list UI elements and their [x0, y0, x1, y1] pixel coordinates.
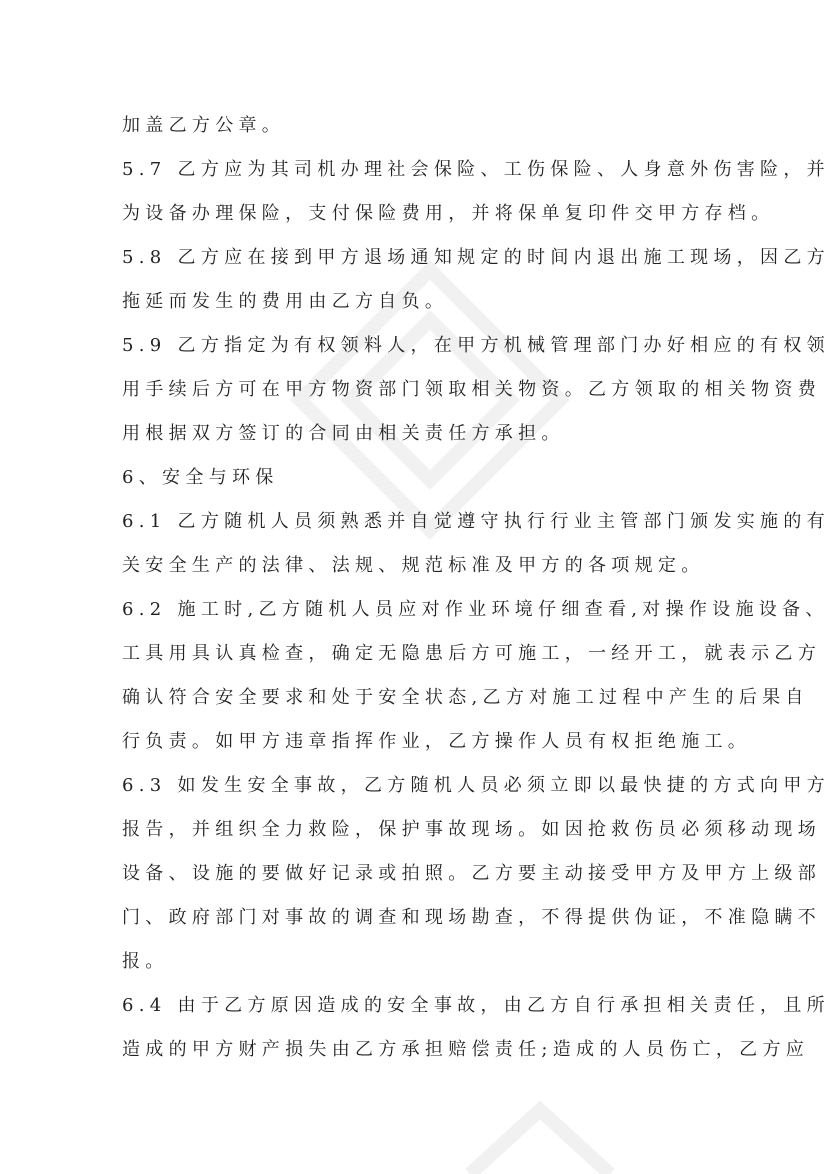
document-body: [122, 110, 830, 1078]
paragraph: [122, 462, 712, 506]
text-line: 门、政府部门对事故的调查和现场勘查，不得提供伪证，不准隐瞒不: [122, 907, 821, 928]
paragraph: [122, 242, 830, 330]
text-line: 关安全生产的法律、法规、规范标准及甲方的各项规定。: [122, 555, 705, 576]
paragraph: [122, 594, 829, 770]
text-line: 6.1 乙方随机人员须熟悉并自觉遵守执行行业主管部门颁发实施的有: [122, 511, 830, 532]
text-line: 加盖乙方公章。: [122, 115, 286, 136]
text-line: 确认符合安全要求和处于安全状态,乙方对施工过程中产生的后果自: [122, 687, 809, 708]
paragraph: [122, 154, 830, 242]
text-line: 报。: [122, 951, 169, 972]
text-line: 5.8 乙方应在接到甲方退场通知规定的时间内退出施工现场，因乙方: [122, 247, 830, 268]
paragraph: [122, 506, 830, 594]
text-line: 为设备办理保险，支付保险费用，并将保单复印件交甲方存档。: [122, 203, 775, 224]
text-line: 报告，并组织全力救险，保护事故现场。如因抢救伤员必须移动现场: [122, 819, 821, 840]
text-line: 用根据双方签订的合同由相关责任方承担。: [122, 423, 565, 444]
text-line: 造成的甲方财产损失由乙方承担赔偿责任;造成的人员伤亡，乙方应: [122, 1039, 810, 1060]
text-line: 用手续后方可在甲方物资部门领取相关物资。乙方领取的相关物资费: [122, 379, 821, 400]
text-line: 行负责。如甲方违章指挥作业，乙方操作人员有权拒绝施工。: [122, 731, 752, 752]
text-line: 5.7 乙方应为其司机办理社会保险、工伤保险、人身意外伤害险，并: [122, 159, 830, 180]
paragraph: [122, 990, 830, 1078]
paragraph: [122, 770, 830, 990]
text-line: 6、安全与环保: [122, 467, 279, 488]
paragraph: [122, 110, 712, 154]
text-line: 6.3 如发生安全事故，乙方随机人员必须立即以最快捷的方式向甲方: [122, 775, 830, 796]
paragraph: [122, 330, 830, 462]
text-line: 设备、设施的要做好记录或拍照。乙方要主动接受甲方及甲方上级部: [122, 863, 821, 884]
text-line: 5.9 乙方指定为有权领料人，在甲方机械管理部门办好相应的有权领: [122, 335, 830, 356]
text-line: 工具用具认真检查，确定无隐患后方可施工，一经开工，就表示乙方: [122, 643, 821, 664]
text-line: 拖延而发生的费用由乙方自负。: [122, 291, 449, 312]
text-line: 6.4 由于乙方原因造成的安全事故，由乙方自行承担相关责任，且所: [122, 995, 830, 1016]
text-line: 6.2 施工时,乙方随机人员应对作业环境仔细查看,对操作设施设备、: [122, 599, 829, 620]
